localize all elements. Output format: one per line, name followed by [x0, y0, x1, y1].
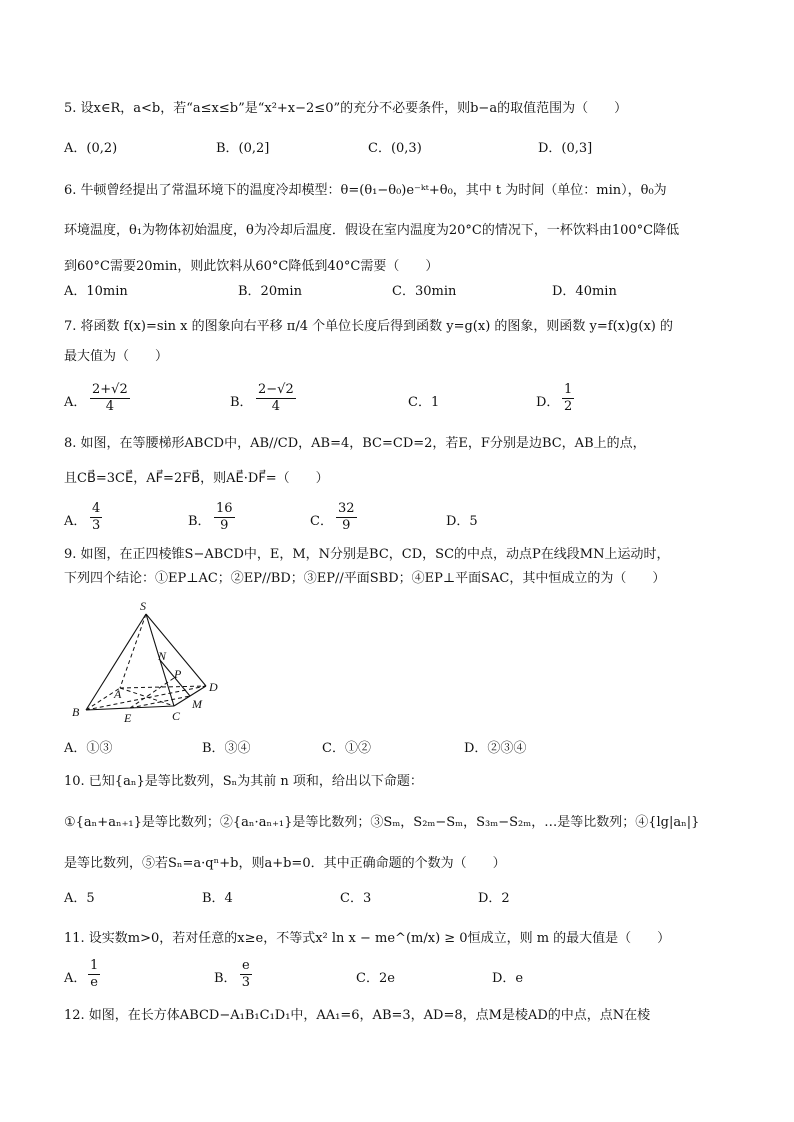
- q10-options: [64, 890, 744, 908]
- numerator: 4: [92, 501, 101, 516]
- q10-option-c: C．3: [340, 891, 372, 906]
- q11-option-c: C．2e: [356, 971, 395, 986]
- q7-option-c: C．1: [408, 395, 440, 410]
- denominator: 3: [241, 975, 250, 990]
- denominator: 9: [220, 518, 229, 533]
- q7-options: [64, 382, 744, 414]
- q10-option-d: D．2: [478, 891, 510, 906]
- q10-stem-line2: ①{aₙ+aₙ₊₁}是等比数列；②{aₙ·aₙ₊₁}是等比数列；③Sₘ，S₂ₘ−Sₘ，S₃ₘ−S₂ₘ，…是等比数列；④{lg|aₙ|}: [64, 815, 700, 830]
- q9-options: [64, 740, 744, 758]
- q5-option-c: C．(0,3): [368, 141, 422, 156]
- fraction: [256, 382, 296, 415]
- q7-option-d: [536, 382, 573, 414]
- q11-stem: 11. 设实数m>0，若对任意的x≥e，不等式x² ln x − me^(m/x) ≥ 0恒成立，则 m 的最大值是（ ）: [64, 931, 671, 946]
- q7-stem-line2: 最大值为（ ）: [64, 349, 169, 364]
- q11-option-a: [64, 958, 99, 990]
- vertex-label-b: B: [72, 705, 80, 719]
- point-label-p: P: [174, 667, 182, 681]
- q9-option-d: D．②③④: [464, 741, 527, 756]
- q6-option-b: B．20min: [238, 284, 302, 299]
- q5-option-d: D．(0,3]: [538, 141, 593, 156]
- numerator: 32: [338, 501, 355, 516]
- q8-option-c: [310, 501, 355, 533]
- vertex-label-s: S: [140, 599, 146, 613]
- option-label: A．: [64, 395, 87, 410]
- q7-option-a: [64, 382, 128, 414]
- q9-option-c: C．①②: [322, 741, 371, 756]
- q6-stem-line3: 到60°C需要20min，则此饮料从60°C降低到40°C需要（ ）: [64, 259, 439, 274]
- numerator: 2−√2: [258, 382, 294, 397]
- vertex-label-c: C: [172, 709, 181, 723]
- option-label: A．: [64, 971, 87, 986]
- denominator: 9: [342, 518, 351, 533]
- option-label: A．: [64, 514, 87, 529]
- fraction: [214, 501, 235, 534]
- denominator: 4: [271, 399, 280, 414]
- fraction: [90, 382, 130, 415]
- q10-option-a: A．5: [64, 891, 95, 906]
- q10-option-b: B．4: [202, 891, 233, 906]
- point-label-n: N: [158, 649, 167, 663]
- q6-stem-line1: 6. 牛顿曾经提出了常温环境下的温度冷却模型：θ=(θ₁−θ₀)e⁻ᵏᵗ+θ₀，其中 t 为时间（单位：min），θ₀为: [64, 183, 667, 198]
- q11-options: [64, 958, 744, 990]
- denominator: 3: [92, 518, 101, 533]
- q8-stem-line2: 且CB⃗=3CE⃗，AF⃗=2FB⃗，则AE⃗·DF⃗=（ ）: [64, 471, 329, 486]
- denominator: 2: [564, 399, 573, 414]
- numerator: e: [242, 958, 250, 973]
- q5-option-b: B．(0,2]: [216, 141, 270, 156]
- q10-stem-line1: 10. 已知{aₙ}是等比数列，Sₙ为其前 n 项和，给出以下命题：: [64, 774, 423, 789]
- option-label: B．: [214, 971, 237, 986]
- numerator: 16: [216, 501, 233, 516]
- fraction: [88, 958, 100, 991]
- fraction: [562, 382, 574, 415]
- fraction: [240, 958, 252, 991]
- q12-stem: 12. 如图，在长方体ABCD−A₁B₁C₁D₁中，AA₁=6，AB=3，AD=8，点M是棱AD的中点，点N在棱: [64, 1008, 651, 1023]
- option-label: C．: [310, 514, 333, 529]
- q6-stem-line2: 环境温度，θ₁为物体初始温度，θ为冷却后温度．假设在室内温度为20°C的情况下，一杯饮料由100°C降低: [64, 223, 680, 238]
- numerator: 1: [564, 382, 573, 397]
- q9-stem-line1: 9. 如图，在正四棱锥S−ABCD中，E，M，N分别是BC，CD，SC的中点，动点P在线段MN上运动时，: [64, 547, 670, 562]
- q11-option-b: [214, 958, 250, 990]
- vertex-label-a: A: [114, 687, 122, 701]
- q11-option-d: D．e: [492, 971, 524, 986]
- q9-option-b: B．③④: [202, 741, 251, 756]
- q9-stem-line2: 下列四个结论：①EP⊥AC；②EP//BD；③EP//平面SBD；④EP⊥平面SAC，其中恒成立的为（ ）: [64, 571, 666, 586]
- q6-option-a: A．10min: [64, 284, 128, 299]
- q6-options: [64, 283, 744, 301]
- q7-stem-line1: 7. 将函数 f(x)=sin x 的图象向右平移 π/4 个单位长度后得到函数 y=g(x) 的图象，则函数 y=f(x)g(x) 的: [64, 319, 673, 334]
- option-label: B．: [230, 395, 253, 410]
- pyramid-figure: [70, 598, 240, 728]
- q10-stem-line3: 是等比数列，⑤若Sₙ=a·qⁿ+b，则a+b=0．其中正确命题的个数为（ ）: [64, 856, 506, 871]
- q5-options: [64, 140, 744, 158]
- denominator: 4: [105, 399, 114, 414]
- q8-stem-line1: 8. 如图，在等腰梯形ABCD中，AB//CD，AB=4，BC=CD=2，若E，F分别是边BC，AB上的点，: [64, 436, 646, 451]
- q5-option-a: A．(0,2): [64, 141, 118, 156]
- vertex-label-d: D: [209, 680, 218, 694]
- q8-option-b: [188, 501, 233, 533]
- numerator: 1: [90, 958, 99, 973]
- fraction: [90, 501, 102, 534]
- numerator: 2+√2: [92, 382, 128, 397]
- q7-option-b: [230, 382, 294, 414]
- point-label-m: M: [192, 697, 202, 711]
- point-label-e: E: [124, 711, 132, 725]
- q8-option-d: D．5: [446, 514, 478, 529]
- denominator: e: [90, 975, 98, 990]
- q6-option-c: C．30min: [392, 284, 457, 299]
- option-label: B．: [188, 514, 211, 529]
- q8-option-a: [64, 501, 101, 533]
- q5-stem: 5. 设x∈R，a<b，若“a≤x≤b”是“x²+x−2≤0”的充分不必要条件，则b−a的取值范围为（ ）: [64, 101, 628, 116]
- q8-options: [64, 501, 744, 533]
- fraction: [336, 501, 357, 534]
- option-label: D．: [536, 395, 560, 410]
- q9-option-a: A．①③: [64, 741, 113, 756]
- q6-option-d: D．40min: [552, 284, 617, 299]
